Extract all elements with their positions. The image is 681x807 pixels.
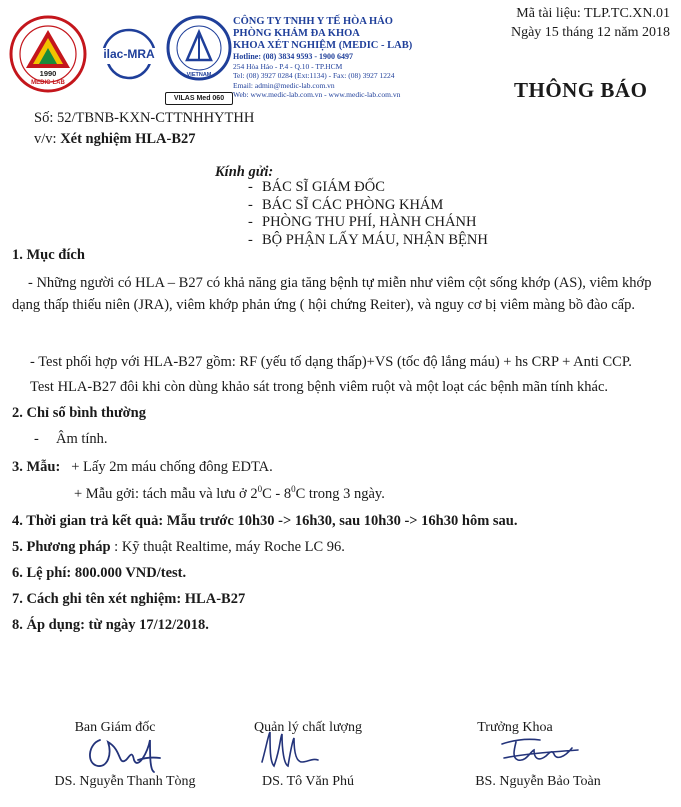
list-item: - BỘ PHẬN LẤY MÁU, NHẬN BỆNH [248, 231, 488, 248]
signature-role-head: Trưởng Khoa [477, 720, 553, 735]
ilac-mra-logo [93, 26, 165, 86]
section-4-turnaround: 4. Thời gian trả kết quả: Mẫu trước 10h30 -> 16h30, sau 10h30 -> 16h30 hôm sau. [12, 513, 518, 529]
list-item: - BÁC SĨ GIÁM ĐỐC [248, 179, 385, 195]
document-reference [470, 4, 670, 42]
medic-lab-seal-logo [8, 14, 88, 94]
section-3-sample: 3. Mẫu: + Lấy 2m máu chống đông EDTA. [12, 459, 273, 475]
ilac-text: ilac-MRA [103, 47, 155, 61]
recipient-list [248, 179, 488, 249]
vilas-badge: VILAS Med 060 [165, 92, 233, 105]
doc-code: Mã tài liệu: TLP.TC.XN.01 [516, 6, 670, 21]
signature-name-quality: DS. Tô Văn Phú [261, 774, 355, 789]
section-2-title: 2. Chỉ số bình thường [12, 405, 146, 421]
phone-fax: Tel: (08) 3927 0284 (Ext:1134) - Fax: (08) 3927 1224 [233, 71, 395, 80]
list-item: - BÁC SĨ CÁC PHÒNG KHÁM [248, 196, 444, 213]
section-1-title: 1. Mục đích [12, 247, 85, 263]
section-3-storage: + Mẫu gởi: tách mẫu và lưu ở $2^0C - 8^0C$ trong 3 ngày. [74, 484, 385, 502]
subject-prefix: v/v: [34, 131, 61, 147]
signature-name-director: DS. Nguyễn Thanh Tòng [54, 774, 196, 789]
company-name: CÔNG TY TNHH Y TẾ HÒA HẢO [233, 16, 393, 27]
bureau-country: VIETNAM [186, 72, 212, 78]
seal-bottom-text: MEDIC-LAB [31, 80, 65, 86]
hotline: Hotline: (08) 3834 9593 - 1900 6497 [233, 52, 353, 61]
website: Web: www.medic-lab.com.vn - www.medic-lab.com.vn [233, 90, 401, 99]
section-1-paragraph: - Những người có HLA – B27 có khả năng gia tăng bệnh tự miễn như viêm cột sống khớp (AS), viêm khớp dạng thấp thiếu niên (JRA), viêm khớp phản ứng ( hội chứng Reiter), và nguy cơ bị viêm màng bồ đào cấp. [12, 275, 652, 313]
clinic-name: PHÒNG KHÁM ĐA KHOA [233, 28, 360, 39]
bureau-of-accreditation-logo [165, 14, 233, 104]
list-item: - PHÒNG THU PHÍ, HÀNH CHÁNH [248, 214, 477, 230]
greeting: Kính gửi: [215, 164, 274, 180]
email: Email: admin@medic-lab.com.vn [233, 80, 335, 90]
section-8-effective-date: 8. Áp dụng: từ ngày 17/12/2018. [12, 617, 209, 633]
signature-head-icon [494, 732, 584, 777]
subject-value: Xét nghiệm HLA-B27 [60, 131, 196, 147]
seal-year: 1990 [39, 69, 57, 78]
address: 254 Hòa Hảo - P.4 - Q.10 - TP.HCM [233, 61, 343, 71]
section-6-fee: 6. Lệ phí: 800.000 VND/test. [12, 565, 187, 581]
section-1-note: Test HLA-B27 đôi khi còn dùng khảo sát trong bệnh viêm ruột và một loạt các bệnh mãn tính khác. [30, 379, 609, 395]
document-subject [34, 131, 196, 148]
section-7-test-name: 7. Cách ghi tên xét nghiệm: HLA-B27 [12, 591, 246, 607]
lab-name: KHOA XÉT NGHIỆM (MEDIC - LAB) [233, 40, 413, 51]
signature-name-head: BS. Nguyễn Bảo Toàn [475, 774, 601, 789]
company-info [233, 16, 428, 100]
signature-role-quality: Quản lý chất lượng [254, 720, 362, 735]
signature-role-director: Ban Giám đốc [74, 720, 156, 735]
document-number: Số: 52/TBNB-KXN-CTTNHHYTHH [34, 110, 255, 126]
section-5-method: 5. Phương pháp : Kỹ thuật Realtime, máy Roche LC 96. [12, 539, 345, 555]
signature-quality-icon [256, 728, 336, 779]
doc-date: Ngày 15 tháng 12 năm 2018 [510, 25, 670, 40]
page-title: THÔNG BÁO [514, 78, 648, 102]
section-2-item: - Âm tính. [34, 431, 108, 447]
section-1-tests: - Test phối hợp với HLA-B27 gồm: RF (yếu tố dạng thấp)+VS (tốc độ lắng máu) + hs CRP + Anti CCP. [30, 354, 632, 370]
